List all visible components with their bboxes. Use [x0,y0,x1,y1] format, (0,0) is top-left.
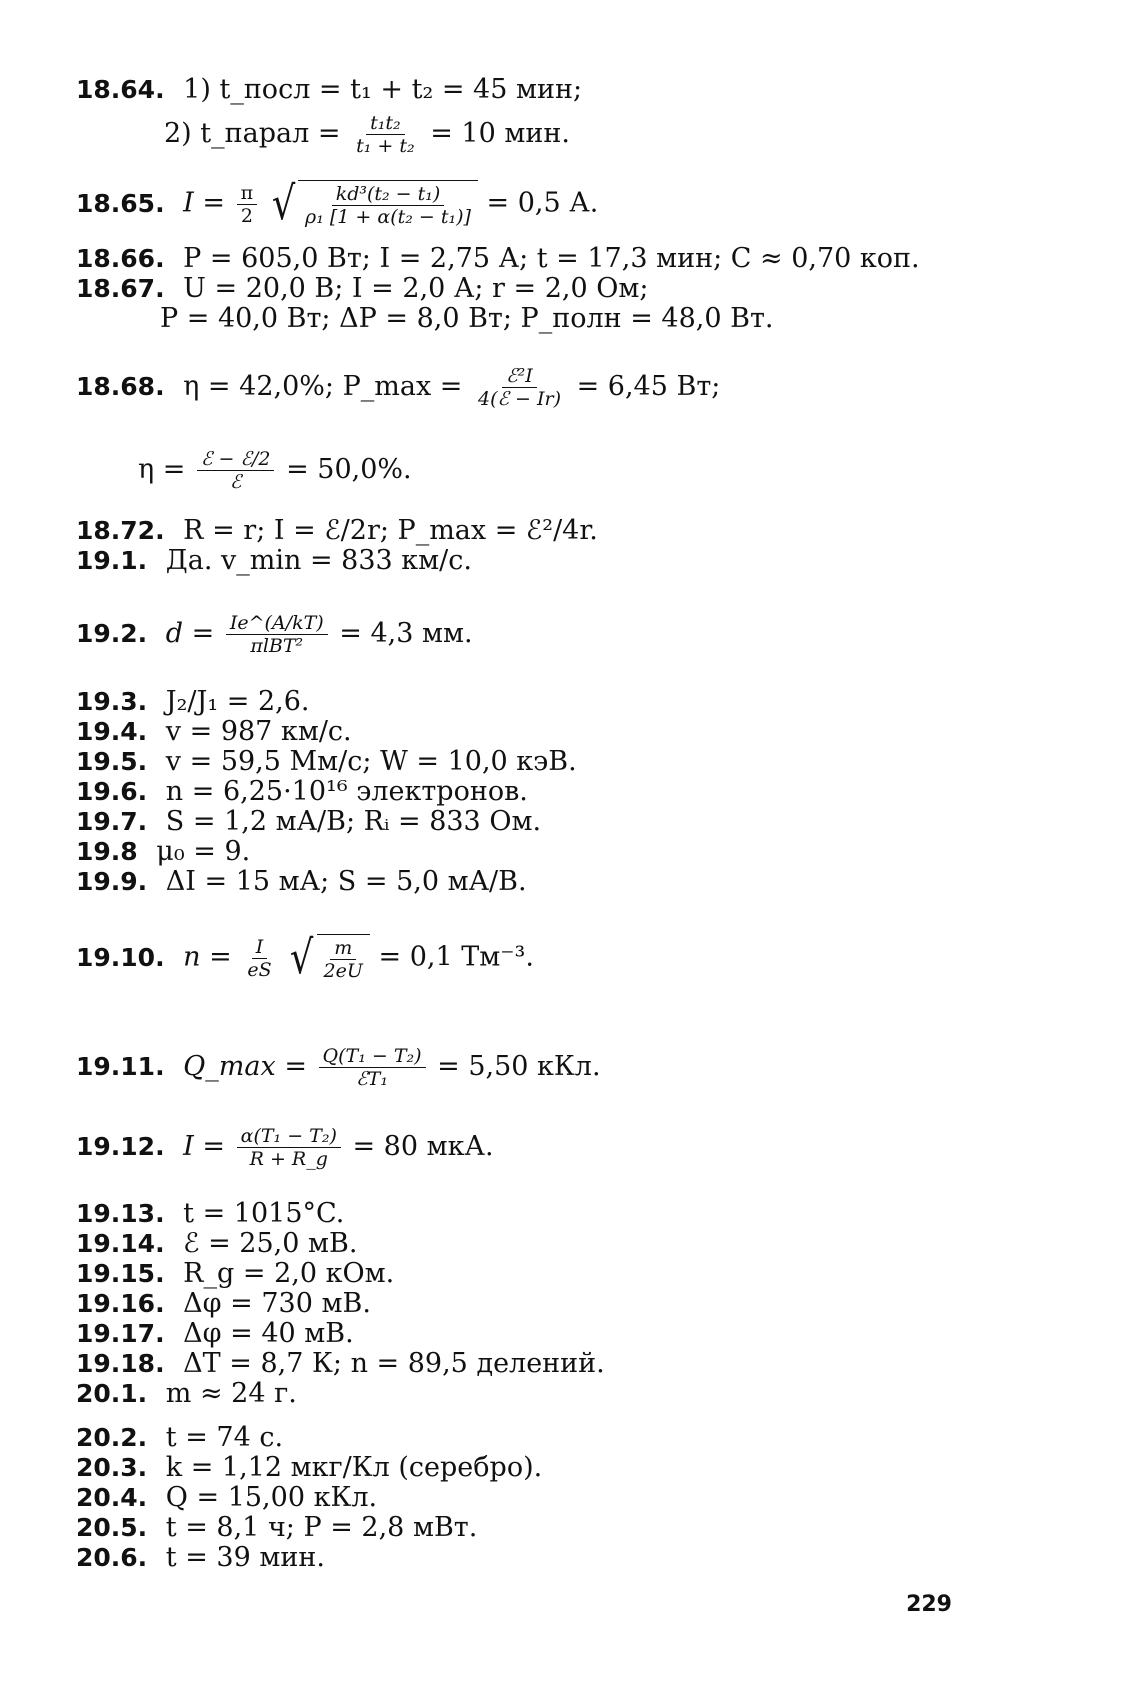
formula-result: = 6,45 Вт; [576,371,721,402]
answer-text: J₂/J₁ = 2,6. [165,686,310,717]
formula-prefix: I = [183,1131,226,1162]
fraction [320,937,367,982]
answer-text: U = 20,0 В; I = 2,0 А; r = 2,0 Ом; [183,273,649,304]
answer-20-2 [76,1422,283,1454]
answer-19-3 [76,686,309,718]
denominator: R + R_g [249,1148,328,1170]
answer-text: v = 987 км/с. [165,716,352,747]
answer-19-9 [76,866,527,898]
answer-19-17 [76,1318,354,1350]
answer-19-8 [76,836,250,868]
denominator: πlBT² [250,635,304,657]
answer-18-67-line-2 [160,303,773,335]
answer-number: 19.2. [76,619,148,648]
answer-text: S = 1,2 мА/В; Rᵢ = 833 Ом. [165,806,542,837]
answer-19-18 [76,1348,605,1380]
answer-number: 19.7. [76,807,148,836]
answer-20-6 [76,1542,325,1574]
denominator: ρ₁ [1 + α(t₂ − t₁)] [305,206,471,228]
answer-19-11 [76,1045,601,1090]
denominator: ℰT₁ [356,1068,388,1090]
answer-19-1 [76,545,472,577]
numerator: kd³(t₂ − t₁) [332,183,445,206]
formula-prefix: 2) t_парал = [164,118,341,149]
answer-18-65 [76,176,599,230]
answer-number: 19.15. [76,1259,165,1288]
answer-18-68-line-1 [76,365,720,410]
square-root [287,930,370,984]
radicand [298,180,478,228]
answer-number: 19.17. [76,1319,165,1348]
answer-19-5 [76,746,577,778]
answer-number: 19.8 [76,837,138,866]
answer-number: 18.64. [76,75,165,104]
answer-text: t = 74 с. [165,1422,284,1453]
answer-text: t = 39 мин. [165,1542,325,1573]
fraction [243,936,275,981]
answer-number: 20.4. [76,1483,148,1512]
denominator: 2eU [323,960,363,982]
denominator: ℰ [229,471,242,493]
answer-18-67-line-1 [76,273,649,305]
answer-number: 18.72. [76,516,165,545]
fraction [474,365,565,410]
answer-19-10 [76,930,534,984]
formula-prefix: η = [138,454,186,485]
answer-text: k = 1,12 мкг/Кл (серебро). [165,1452,543,1483]
denominator: 4(ℰ − Ir) [477,388,561,410]
answer-number: 19.3. [76,687,148,716]
answer-number: 19.1. [76,546,148,575]
answer-text: ℰ = 25,0 мВ. [183,1228,358,1259]
answer-number: 19.12. [76,1132,165,1161]
answer-text: P = 40,0 Вт; ΔP = 8,0 Вт; P_полн = 48,0 Вт. [160,303,774,334]
fraction [301,183,475,228]
answer-number: 20.1. [76,1379,148,1408]
answer-20-4 [76,1482,377,1514]
page-number: 229 [906,1592,952,1617]
numerator: I [252,936,268,959]
answer-18-64-line-2 [164,112,570,157]
answer-19-4 [76,716,352,748]
answer-18-72 [76,515,598,547]
answer-text: Q = 15,00 кКл. [165,1482,378,1513]
fraction [237,182,258,227]
denominator: eS [247,958,272,981]
answer-number: 19.18. [76,1349,165,1378]
fraction [226,612,328,657]
numerator: m [330,937,356,960]
fraction [197,448,275,493]
answer-number: 19.9. [76,867,148,896]
formula-prefix: d = [165,618,215,649]
answer-number: 19.5. [76,747,148,776]
answer-20-5 [76,1512,477,1544]
answer-number: 19.11. [76,1052,165,1081]
answer-text: ΔI = 15 мА; S = 5,0 мА/В. [165,866,527,897]
numerator: Q(T₁ − T₂) [319,1045,426,1068]
formula-result: = 5,50 кКл. [437,1051,601,1082]
answer-number: 20.3. [76,1453,148,1482]
answer-text: Да. v_min = 833 км/с. [165,545,472,576]
formula-result: = 80 мкА. [352,1131,494,1162]
answer-number: 20.2. [76,1423,148,1452]
radical-sign-icon: √ [290,930,314,984]
answer-number: 19.10. [76,942,165,972]
answer-text: Δφ = 40 мВ. [183,1318,354,1349]
answer-text: P = 605,0 Вт; I = 2,75 А; t = 17,3 мин; C ≈ 0,70 коп. [183,243,920,274]
formula-result: = 4,3 мм. [339,618,473,649]
fraction [237,1125,341,1170]
numerator: ℰ²I [502,365,537,388]
answer-text: t = 8,1 ч; P = 2,8 мВт. [165,1512,478,1543]
answer-18-66 [76,243,920,275]
answer-number: 20.5. [76,1513,148,1542]
square-root [269,176,478,230]
answer-20-1 [76,1378,297,1410]
formula-prefix: η = 42,0%; P_max = [183,371,463,402]
numerator: π [237,182,258,205]
answer-19-12 [76,1125,494,1170]
answer-number: 19.6. [76,777,148,806]
answer-19-7 [76,806,541,838]
answer-18-64-line-1 [76,74,582,106]
answer-text: R = r; I = ℰ/2r; P_max = ℰ²/4r. [183,515,598,546]
answer-text: v = 59,5 Мм/с; W = 10,0 кэВ. [165,746,577,777]
answer-19-16 [76,1288,371,1320]
numerator: Ie^(A/kT) [226,612,328,635]
answer-18-68-line-2 [138,448,412,493]
answer-number: 19.13. [76,1199,165,1228]
answer-text: m ≈ 24 г. [165,1378,297,1409]
radical-sign-icon: √ [271,176,296,230]
answer-number: 18.66. [76,244,165,273]
formula-result: = 50,0%. [286,454,412,485]
answer-number: 18.68. [76,372,165,401]
numerator: t₁t₂ [366,112,405,135]
answer-text: 1) t_посл = t₁ + t₂ = 45 мин; [183,74,583,105]
formula-result: = 10 мин. [430,118,570,149]
formula-result: = 0,5 А. [486,187,599,219]
fraction [319,1045,426,1090]
answer-19-13 [76,1198,344,1230]
answer-text: μ₀ = 9. [156,836,251,867]
fraction [352,112,419,157]
answer-text: n = 6,25·10¹⁶ электронов. [165,776,528,807]
numerator: α(T₁ − T₂) [237,1125,341,1148]
answer-number: 20.6. [76,1543,148,1572]
answer-text: R_g = 2,0 кОм. [183,1258,395,1289]
answer-number: 19.16. [76,1289,165,1318]
formula-prefix: Q_max = [183,1051,307,1082]
answer-19-2 [76,612,473,657]
answer-number: 18.67. [76,274,165,303]
denominator: 2 [240,204,253,227]
answer-19-14 [76,1228,357,1260]
radicand [317,934,370,982]
formula-prefix: n = [183,941,232,973]
answer-text: t = 1015°C. [183,1198,345,1229]
numerator: ℰ − ℰ/2 [197,448,275,471]
answer-text: ΔT = 8,7 К; n = 89,5 делений. [183,1348,605,1379]
answer-number: 19.14. [76,1229,165,1258]
formula-prefix: I = [183,187,226,219]
answer-19-6 [76,776,528,808]
answer-text: Δφ = 730 мВ. [183,1288,371,1319]
answer-number: 18.65. [76,188,165,218]
answer-number: 19.4. [76,717,148,746]
answer-20-3 [76,1452,542,1484]
denominator: t₁ + t₂ [356,135,415,157]
formula-result: = 0,1 Тм⁻³. [378,941,534,973]
answer-19-15 [76,1258,394,1290]
